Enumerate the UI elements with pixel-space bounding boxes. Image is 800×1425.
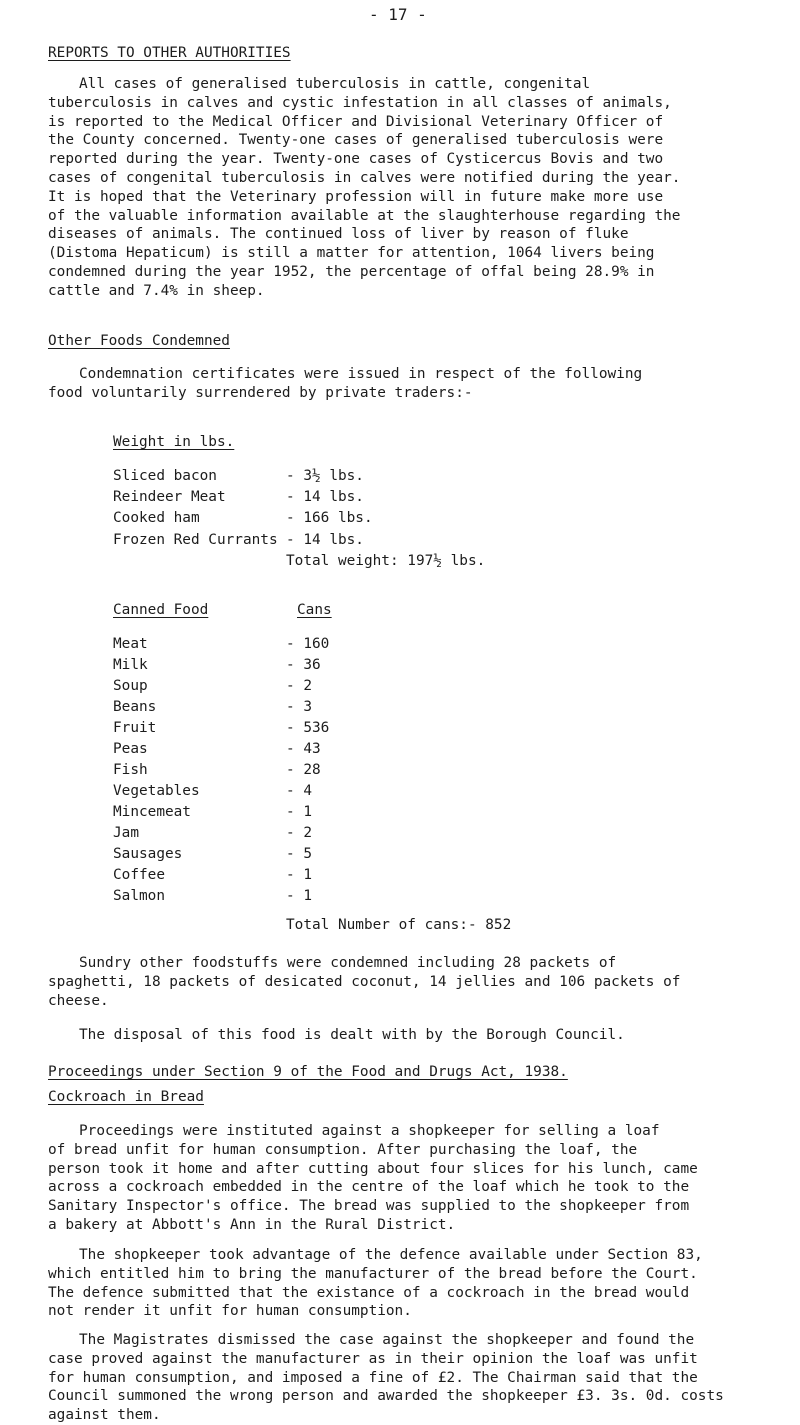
para1-line: reported during the year. Twenty-one cases of Cysticercus Bovis and two bbox=[48, 151, 664, 168]
para7-line: case proved against the manufacturer as in their opinion the loaf was unfit bbox=[48, 1350, 698, 1367]
para1-line: of the valuable information available at the slaughterhouse regarding the bbox=[48, 207, 681, 224]
canned-item-name: Meat bbox=[113, 636, 148, 652]
canned-item-count: - 1 bbox=[286, 804, 312, 820]
paragraph-tuberculosis-report bbox=[48, 75, 778, 301]
weight-item-value: - 3½ lbs. bbox=[286, 468, 364, 484]
para2-line: Condemnation certificates were issued in respect of the following bbox=[79, 366, 643, 382]
heading-cans: Cans bbox=[297, 602, 332, 618]
para2-line: food voluntarily surrendered by private traders:- bbox=[48, 384, 473, 401]
canned-item-name: Salmon bbox=[113, 888, 165, 904]
canned-item-name: Fruit bbox=[113, 720, 157, 736]
para1-line: is reported to the Medical Officer and Divisional Veterinary Officer of bbox=[48, 113, 664, 130]
heading-proceedings: Proceedings under Section 9 of the Food and Drugs Act, 1938. bbox=[48, 1064, 568, 1080]
canned-item-name: Peas bbox=[113, 741, 148, 757]
para3-line: cheese. bbox=[48, 992, 109, 1009]
para1-line: (Distoma Hepaticum) is still a matter for attention, 1064 livers being bbox=[48, 245, 655, 262]
paragraph-sundry-foodstuffs bbox=[48, 954, 778, 1010]
para7-line: against them. bbox=[48, 1407, 161, 1424]
canned-item-count: - 28 bbox=[286, 762, 321, 778]
para7-line: for human consumption, and imposed a fine of £2. The Chairman said that the bbox=[48, 1369, 698, 1386]
para6-line: The shopkeeper took advantage of the defence available under Section 83, bbox=[79, 1247, 703, 1263]
paragraph-shopkeeper-defence bbox=[48, 1246, 778, 1321]
para1-line: cases of congenital tuberculosis in calves were notified during the year. bbox=[48, 169, 681, 186]
cans-total: Total Number of cans:- 852 bbox=[286, 917, 512, 933]
weight-total: Total weight: 197½ lbs. bbox=[286, 553, 486, 569]
para1-line: cattle and 7.4% in sheep. bbox=[48, 282, 265, 299]
weight-item-value: - 14 lbs. bbox=[286, 532, 364, 548]
para5-line: Sanitary Inspector's office. The bread was supplied to the shopkeeper from bbox=[48, 1198, 690, 1215]
paragraph-condemnation-certificates bbox=[48, 365, 778, 403]
canned-item-name: Milk bbox=[113, 657, 148, 673]
canned-item-count: - 2 bbox=[286, 825, 312, 841]
para5-line: a bakery at Abbott's Ann in the Rural District. bbox=[48, 1216, 456, 1233]
para5-line: person took it home and after cutting about four slices for his lunch, came bbox=[48, 1160, 698, 1177]
canned-item-count: - 1 bbox=[286, 888, 312, 904]
canned-item-count: - 4 bbox=[286, 783, 312, 799]
para1-line: All cases of generalised tuberculosis in cattle, congenital bbox=[79, 76, 591, 92]
canned-item-count: - 536 bbox=[286, 720, 330, 736]
weight-item-value: - 14 lbs. bbox=[286, 489, 364, 505]
para1-line: tuberculosis in calves and cystic infestation in all classes of animals, bbox=[48, 94, 672, 111]
canned-item-name: Mincemeat bbox=[113, 804, 191, 820]
para7-line: Council summoned the wrong person and awarded the shopkeeper £3. 3s. 0d. costs bbox=[48, 1388, 724, 1405]
weight-item-name: Frozen Red Currants bbox=[113, 532, 278, 548]
para1-line: condemned during the year 1952, the percentage of offal being 28.9% in bbox=[48, 263, 655, 280]
para3-line: spaghetti, 18 packets of desicated coconut, 14 jellies and 106 packets of bbox=[48, 973, 681, 990]
weight-item-name: Reindeer Meat bbox=[113, 489, 226, 505]
para1-line: the County concerned. Twenty-one cases of generalised tuberculosis were bbox=[48, 132, 664, 149]
heading-reports-to-other-authorities: REPORTS TO OTHER AUTHORITIES bbox=[48, 45, 291, 61]
para6-line: not render it unfit for human consumption. bbox=[48, 1303, 412, 1320]
canned-item-count: - 43 bbox=[286, 741, 321, 757]
paragraph-disposal: The disposal of this food is dealt with by the Borough Council. bbox=[79, 1027, 625, 1043]
heading-canned-food: Canned Food bbox=[113, 602, 209, 618]
canned-item-name: Coffee bbox=[113, 867, 165, 883]
para6-line: which entitled him to bring the manufacturer of the bread before the Court. bbox=[48, 1265, 698, 1282]
canned-item-count: - 160 bbox=[286, 636, 330, 652]
para5-line: Proceedings were instituted against a shopkeeper for selling a loaf bbox=[79, 1123, 660, 1139]
canned-item-count: - 2 bbox=[286, 678, 312, 694]
para1-line: diseases of animals. The continued loss of liver by reason of fluke bbox=[48, 226, 629, 243]
para6-line: The defence submitted that the existance of a cockroach in the bread would bbox=[48, 1284, 690, 1301]
weight-item-value: - 166 lbs. bbox=[286, 510, 373, 526]
page-number: - 17 - bbox=[369, 5, 427, 24]
canned-item-count: - 3 bbox=[286, 699, 312, 715]
weight-item-name: Sliced bacon bbox=[113, 468, 217, 484]
canned-item-count: - 36 bbox=[286, 657, 321, 673]
canned-item-name: Beans bbox=[113, 699, 157, 715]
canned-item-name: Vegetables bbox=[113, 783, 200, 799]
canned-item-name: Jam bbox=[113, 825, 139, 841]
para1-line: It is hoped that the Veterinary profession will in future make more use bbox=[48, 188, 664, 205]
canned-item-count: - 1 bbox=[286, 867, 312, 883]
heading-cockroach-in-bread: Cockroach in Bread bbox=[48, 1089, 204, 1105]
canned-item-name: Fish bbox=[113, 762, 148, 778]
para3-line: Sundry other foodstuffs were condemned including 28 packets of bbox=[79, 955, 617, 971]
paragraph-proceedings-instituted bbox=[48, 1122, 778, 1235]
heading-weight-in-lbs: Weight in lbs. bbox=[113, 434, 235, 450]
canned-item-name: Sausages bbox=[113, 846, 183, 862]
paragraph-magistrates-decision bbox=[48, 1331, 778, 1425]
para7-line: The Magistrates dismissed the case against the shopkeeper and found the bbox=[79, 1332, 695, 1348]
weight-item-name: Cooked ham bbox=[113, 510, 200, 526]
para5-line: across a cockroach embedded in the centre of the loaf which he took to the bbox=[48, 1179, 690, 1196]
heading-other-foods-condemned: Other Foods Condemned bbox=[48, 333, 230, 349]
canned-item-count: - 5 bbox=[286, 846, 312, 862]
canned-item-name: Soup bbox=[113, 678, 148, 694]
para5-line: of bread unfit for human consumption. After purchasing the loaf, the bbox=[48, 1141, 638, 1158]
